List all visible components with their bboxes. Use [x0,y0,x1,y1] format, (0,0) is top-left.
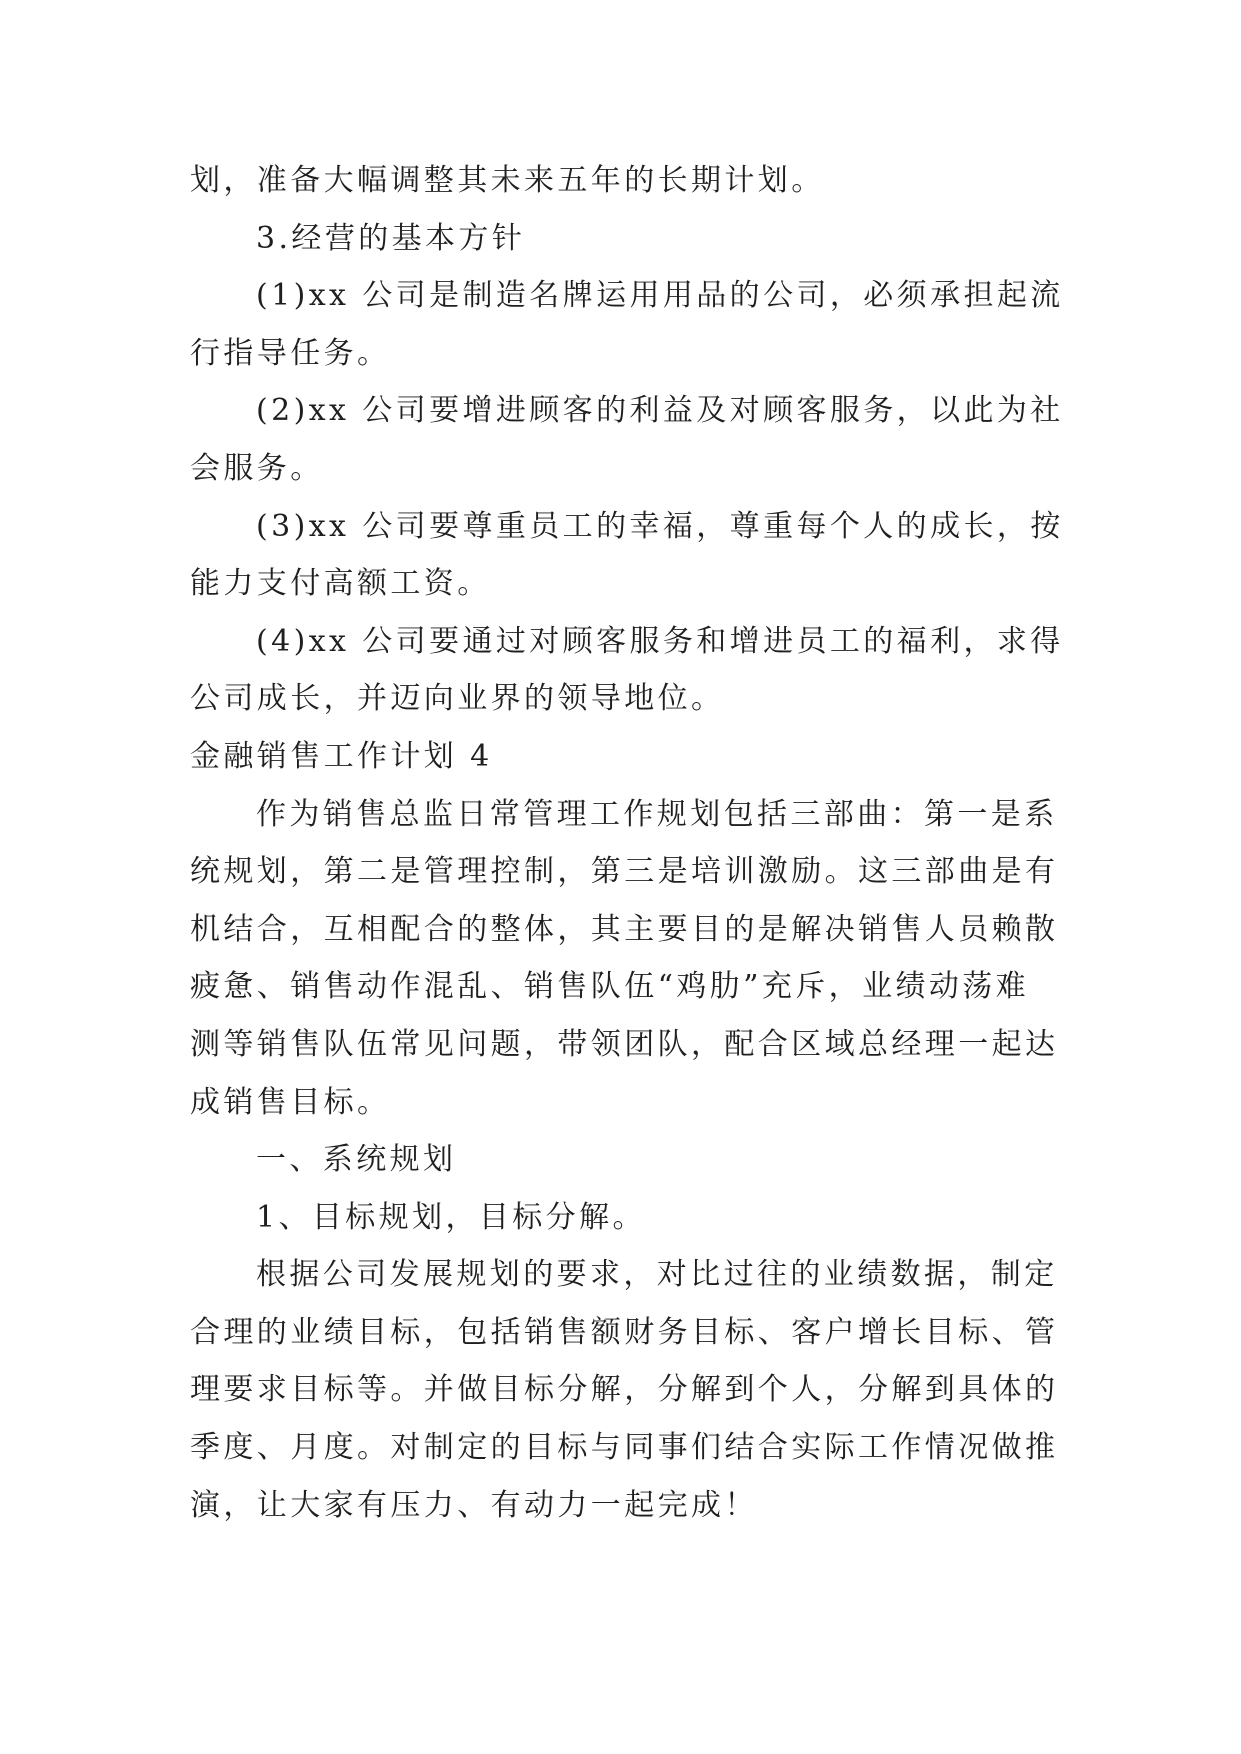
paragraph-line: (2)xx 公司要增进顾客的利益及对顾客服务，以此为社 [256,393,1064,429]
list-item [190,382,1064,497]
paragraph-line: 理要求目标等。并做目标分解，分解到个人，分解到具体的 [190,1372,1059,1408]
paragraph-line: 统规划，第二是管理控制，第三是培训激励。这三部曲是有 [190,854,1059,890]
paragraph-line: (1)xx 公司是制造名牌运用用品的公司，必须承担起流 [256,278,1064,314]
paragraph-line: 合理的业绩目标，包括销售额财务目标、客户增长目标、管 [190,1314,1059,1350]
paragraph-line: 成销售目标。 [190,1084,391,1120]
paragraph-line: (3)xx 公司要尊重员工的幸福，尊重每个人的成长，按 [256,508,1064,544]
paragraph-line: 根据公司发展规划的要求，对比过往的业绩数据，制定 [256,1257,1058,1293]
paragraph-line: 机结合，互相配合的整体，其主要目的是解决销售人员赖散 [190,911,1059,947]
paragraph-line: 1、目标规划，目标分解。 [256,1199,646,1235]
paragraph-line: 演，让大家有压力、有动力一起完成！ [190,1487,758,1523]
section-heading [190,210,1050,268]
list-item [190,498,1064,613]
paragraph-line: 3.经营的基本方针 [256,220,526,256]
list-item [190,613,1064,728]
paragraph-line: 能力支付高额工资。 [190,566,491,602]
paragraph-line: 行指导任务。 [190,335,391,371]
list-item [190,267,1064,382]
paragraph-line: 划，准备大幅调整其未来五年的长期计划。 [190,163,825,198]
paragraph [190,786,1059,1132]
paragraph-line: 作为销售总监日常管理工作规划包括三部曲：第一是系 [256,796,1058,832]
paragraph-line: 季度、月度。对制定的目标与同事们结合实际工作情况做推 [190,1430,1059,1466]
section-heading [190,1131,1050,1189]
paragraph-line: 测等销售队伍常见问题，带领团队，配合区域总经理一起达 [190,1026,1059,1062]
document-body [190,152,1064,1534]
subsection-heading [190,1189,1050,1247]
document-title [190,728,1050,786]
paragraph-line: 金融销售工作计划 4 [190,738,493,774]
paragraph-line: 会服务。 [190,450,324,486]
paragraph-line: 一、系统规划 [256,1142,457,1178]
paragraph-line: 疲惫、销售动作混乱、销售队伍“鸡肋”充斥，业绩动荡难 [190,969,1030,1005]
paragraph [190,152,1050,210]
paragraph [190,1246,1059,1534]
paragraph-line: 公司成长，并迈向业界的领导地位。 [190,681,725,717]
paragraph-line: (4)xx 公司要通过对顾客服务和增进员工的福利，求得 [256,623,1064,659]
